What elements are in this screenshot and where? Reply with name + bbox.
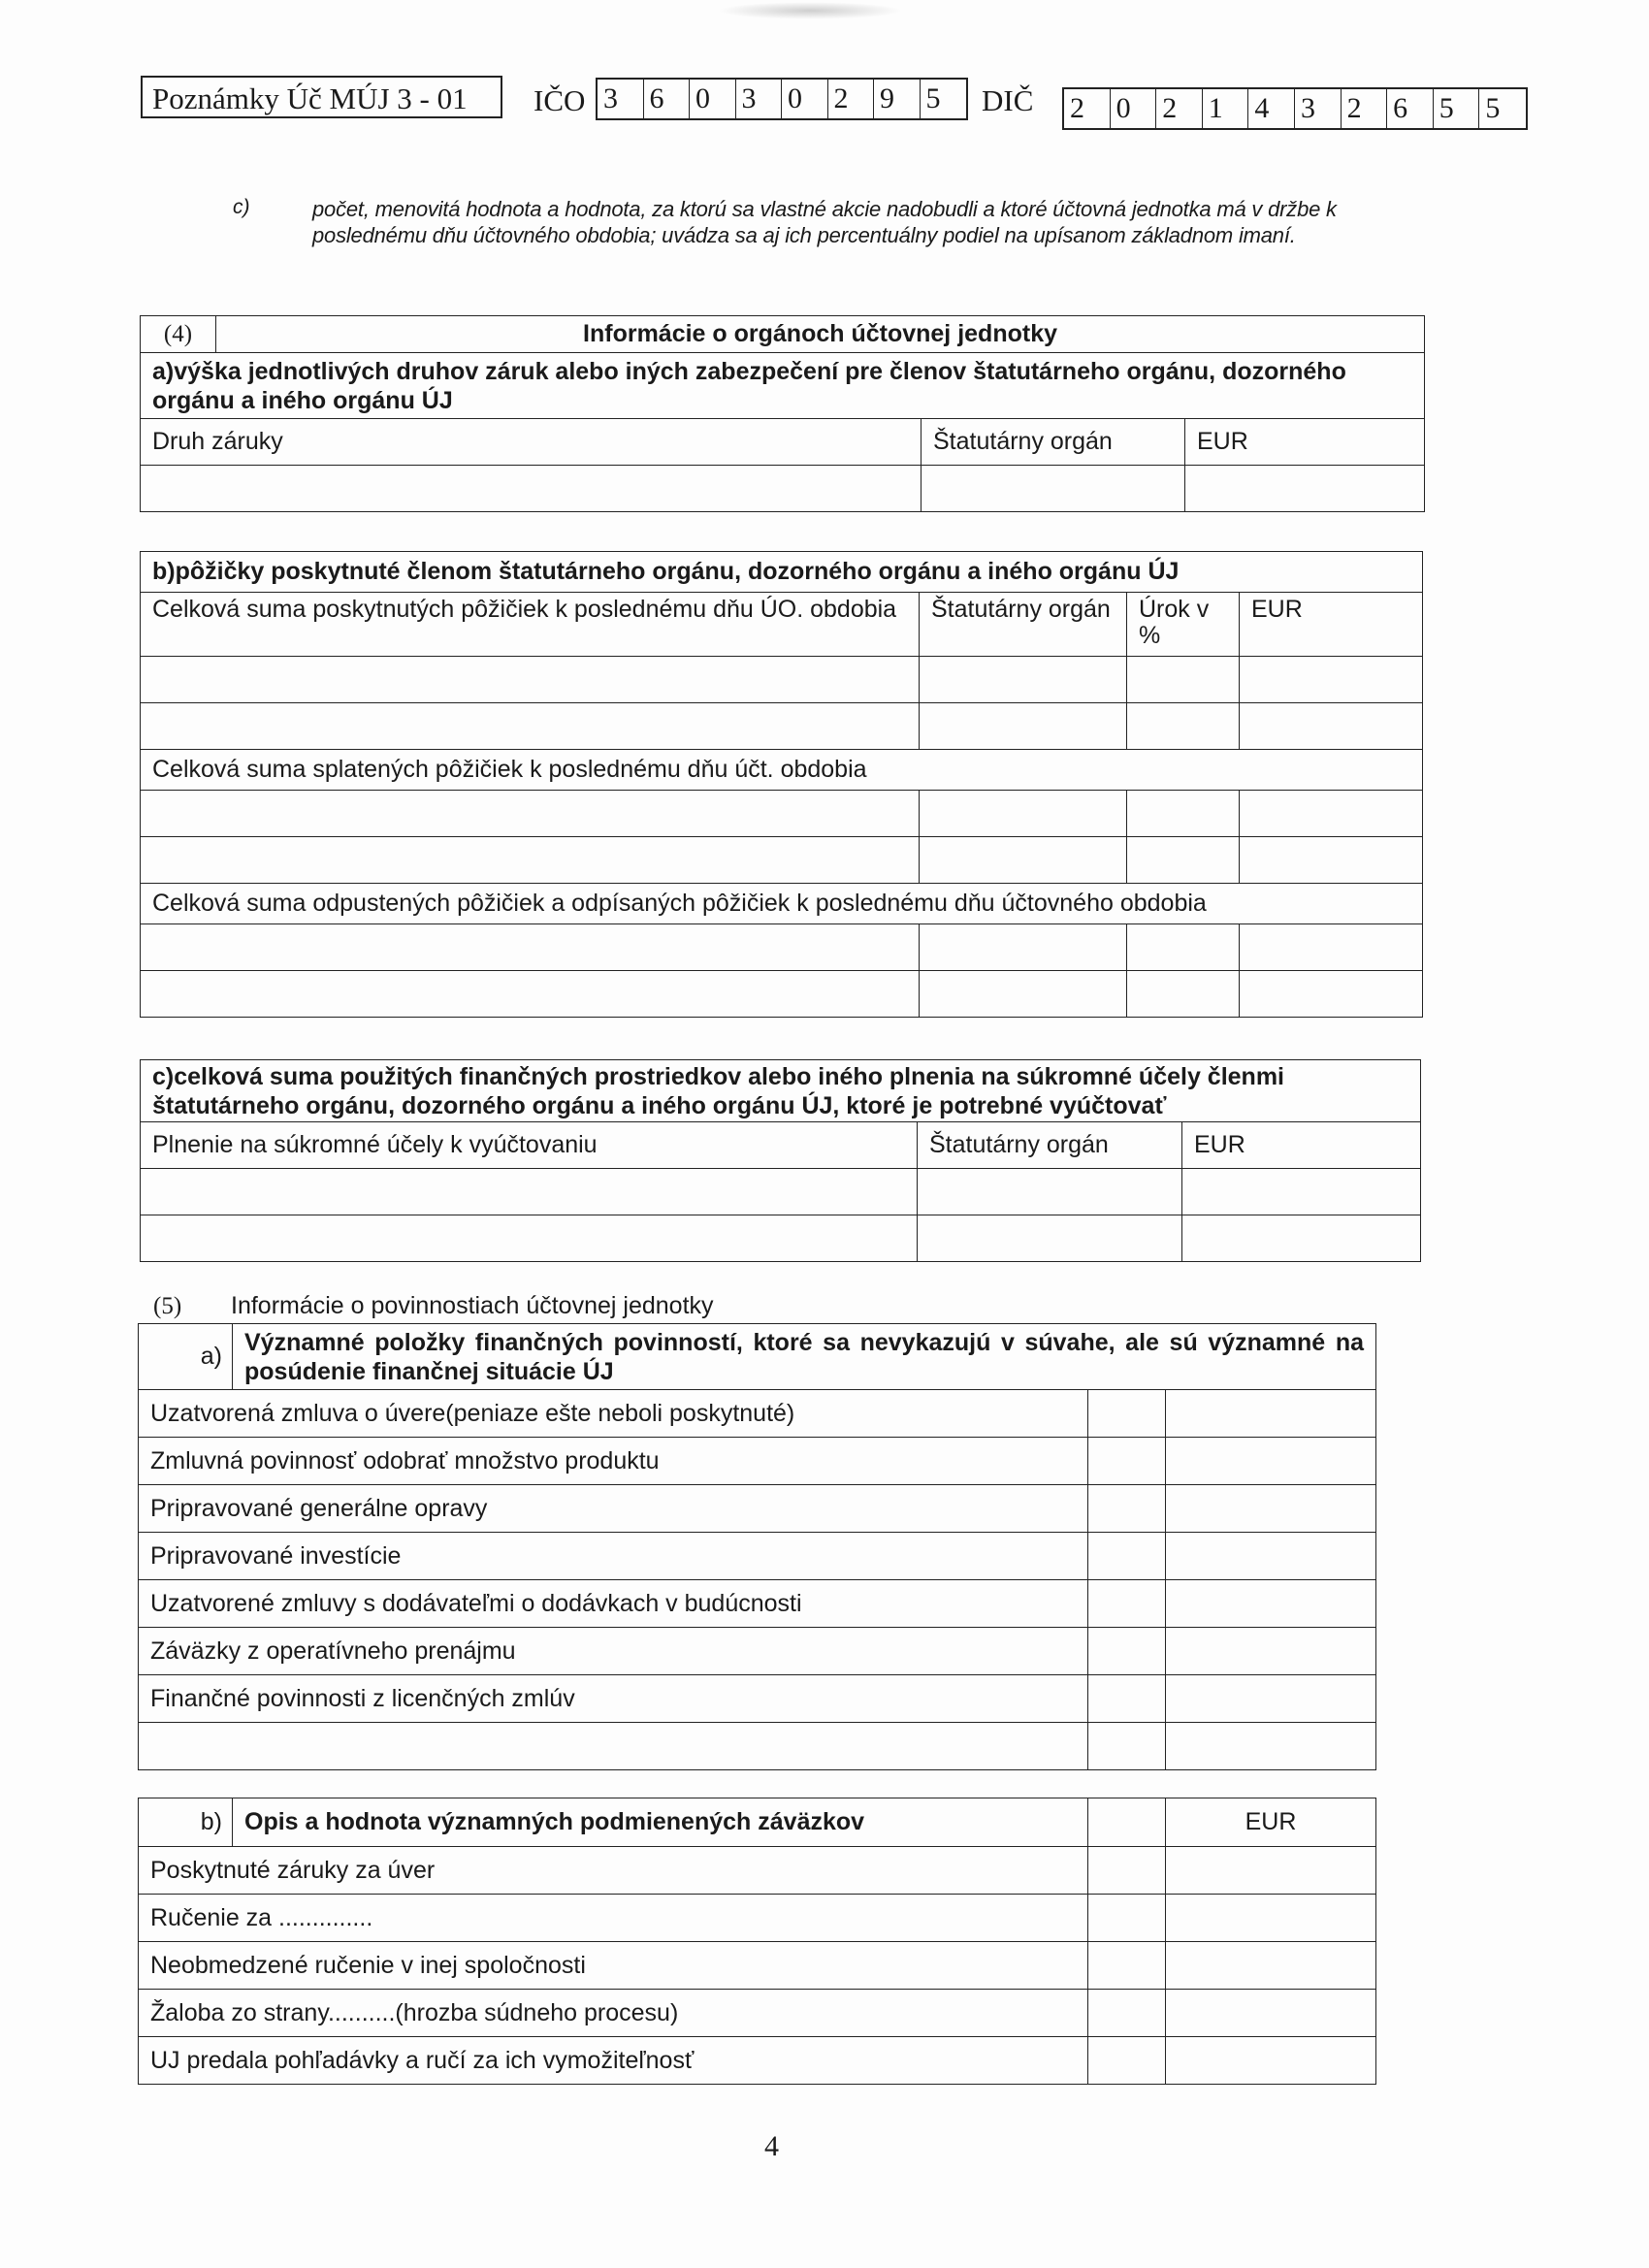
table-row [139, 1628, 1376, 1675]
table-row [139, 1438, 1376, 1485]
section5-a-letter: a) [139, 1324, 233, 1390]
input-eur[interactable] [1166, 1895, 1376, 1942]
input-cell[interactable] [1240, 791, 1423, 837]
input-eur[interactable] [1166, 1390, 1376, 1438]
input-cell[interactable] [1127, 971, 1240, 1018]
input-eur[interactable] [1166, 1847, 1376, 1895]
input-cell[interactable] [1182, 1169, 1421, 1215]
digit-box: 3 [598, 80, 644, 118]
table-row [139, 1580, 1376, 1628]
digit-box: 5 [1485, 92, 1501, 124]
col-interest: Úrok v % [1127, 593, 1240, 657]
section4-c-heading: c)celková suma použitých finančných prostriedkov alebo iného plnenia na súkromné účely členmi štatutárneho orgánu, dozorného orgánu a iného orgánu ÚJ, ktoré je potrebné vyúčtovať [141, 1060, 1421, 1122]
col-statutory-body: Štatutárny orgán [918, 1122, 1182, 1169]
section5-a-table [138, 1323, 1376, 1770]
input-cell[interactable] [920, 837, 1127, 884]
digit-box: 3 [1295, 89, 1342, 128]
col-statutory-body: Štatutárny orgán [922, 419, 1185, 466]
input-cell[interactable] [1127, 924, 1240, 971]
digit-box: 2 [828, 80, 875, 118]
input-cell[interactable] [141, 1169, 918, 1215]
input-cell[interactable] [1088, 1895, 1166, 1942]
input-eur[interactable] [1166, 1580, 1376, 1628]
section4-title: Informácie o orgánoch účtovnej jednotky [216, 316, 1425, 353]
digit-box: 0 [782, 80, 828, 118]
digit-box: 2 [1064, 89, 1111, 128]
obligation-item-label: Zmluvná povinnosť odobrať množstvo produktu [139, 1438, 1088, 1485]
input-cell[interactable] [141, 837, 920, 884]
input-eur[interactable] [1166, 1485, 1376, 1533]
ico-boxes [596, 78, 968, 120]
section5-number: (5) [153, 1293, 182, 1319]
table-row [139, 1847, 1376, 1895]
obligation-item-label: Finančné povinnosti z licenčných zmlúv [139, 1675, 1088, 1723]
section5-b-table [138, 1798, 1376, 2085]
input-eur[interactable] [1166, 1533, 1376, 1580]
input-eur[interactable] [1166, 1942, 1376, 1990]
input-eur[interactable] [1166, 2037, 1376, 2085]
input-cell[interactable] [920, 791, 1127, 837]
digit-box: 1 [1203, 89, 1249, 128]
col-eur: EUR [1182, 1122, 1421, 1169]
input-eur[interactable] [1166, 1675, 1376, 1723]
paragraph-letter: c) [233, 196, 250, 218]
input-cell[interactable] [1088, 1675, 1166, 1723]
input-cell[interactable] [1240, 837, 1423, 884]
input-cell[interactable] [1088, 1628, 1166, 1675]
input-cell[interactable] [1127, 657, 1240, 703]
form-title: Poznámky Úč MÚJ 3 - 01 [141, 76, 502, 118]
section5-heading [153, 1292, 714, 1320]
input-cell[interactable] [141, 703, 920, 750]
input-cell[interactable] [141, 657, 920, 703]
input-statutory-body[interactable] [922, 466, 1185, 512]
obligation-item-label: Uzatvorené zmluvy s dodávateľmi o dodávkach v budúcnosti [139, 1580, 1088, 1628]
input-eur[interactable] [1166, 1628, 1376, 1675]
obligation-item-label [139, 1723, 1088, 1770]
digit-box: 6 [1387, 89, 1434, 128]
input-cell[interactable] [1088, 1942, 1166, 1990]
section5-b-heading: Opis a hodnota významných podmienených záväzkov [233, 1798, 1088, 1847]
table-row [139, 1533, 1376, 1580]
section4-c-table [140, 1059, 1421, 1262]
input-cell[interactable] [1127, 703, 1240, 750]
table-row [139, 1990, 1376, 2037]
digit-box: 2 [1156, 89, 1203, 128]
table-row [139, 2037, 1376, 2085]
input-cell[interactable] [141, 924, 920, 971]
table-row [139, 1942, 1376, 1990]
digit-box: 9 [874, 80, 921, 118]
input-cell[interactable] [1088, 1723, 1166, 1770]
table-row [139, 1723, 1376, 1770]
input-cell[interactable] [920, 657, 1127, 703]
col-guarantee-type: Druh záruky [141, 419, 922, 466]
contingent-liability-label: Poskytnuté záruky za úver [139, 1847, 1088, 1895]
input-cell[interactable] [1240, 924, 1423, 971]
contingent-liability-label: UJ predala pohľadávky a ručí za ich vymožiteľnosť [139, 2037, 1088, 2085]
section4-a-heading: a)výška jednotlivých druhov záruk alebo iných zabezpečení pre členov štatutárneho orgánu, dozorného orgánu a iného orgánu ÚJ [141, 353, 1425, 419]
digit-box: 4 [1248, 89, 1295, 128]
digit-box: 6 [644, 80, 691, 118]
dic-label: DIČ [982, 83, 1034, 117]
input-cell[interactable] [1088, 1580, 1166, 1628]
forgiven-loans-label: Celková suma odpustených pôžičiek a odpísaných pôžičiek k poslednému dňu účtovného obdobia [141, 884, 1423, 924]
obligation-item-label: Záväzky z operatívneho prenájmu [139, 1628, 1088, 1675]
input-cell[interactable] [1240, 657, 1423, 703]
col-eur: EUR [1185, 419, 1425, 466]
input-cell[interactable] [1127, 837, 1240, 884]
section4-b-heading: b)pôžičky poskytnuté členom štatutárneho orgánu, dozorného orgánu a iného orgánu ÚJ [141, 552, 1423, 593]
digit-box: 5 [925, 82, 941, 114]
contingent-liability-label: Ručenie za .............. [139, 1895, 1088, 1942]
contingent-liability-label: Žaloba zo strany..........(hrozba súdneho procesu) [139, 1990, 1088, 2037]
input-cell[interactable] [1240, 703, 1423, 750]
input-eur[interactable] [1166, 1438, 1376, 1485]
page-number: 4 [764, 2130, 779, 2162]
section4-a-table [140, 315, 1425, 512]
digit-box: 0 [690, 80, 736, 118]
input-cell[interactable] [920, 924, 1127, 971]
input-cell[interactable] [141, 1215, 918, 1262]
input-cell[interactable] [141, 971, 920, 1018]
header-empty-cell [1088, 1798, 1166, 1847]
table-row [139, 1895, 1376, 1942]
repaid-loans-label: Celková suma splatených pôžičiek k poslednému dňu účt. obdobia [141, 750, 1423, 791]
input-cell[interactable] [1088, 1390, 1166, 1438]
col-private-use: Plnenie na súkromné účely k vyúčtovaniu [141, 1122, 918, 1169]
obligation-item-label: Uzatvorená zmluva o úvere(peniaze ešte neboli poskytnuté) [139, 1390, 1088, 1438]
input-eur[interactable] [1166, 1990, 1376, 2037]
col-loans-provided: Celková suma poskytnutých pôžičiek k poslednému dňu ÚO. obdobia [141, 593, 920, 657]
col-eur: EUR [1166, 1798, 1376, 1847]
input-cell[interactable] [918, 1169, 1182, 1215]
input-cell[interactable] [1088, 2037, 1166, 2085]
obligation-item-label: Pripravované investície [139, 1533, 1088, 1580]
section5-a-heading: Významné položky finančných povinností, ktoré sa nevykazujú v súvahe, ale sú významné na posúdenie finančnej situácie ÚJ [233, 1324, 1376, 1390]
dic-boxes [1062, 87, 1528, 130]
col-statutory-body: Štatutárny orgán [920, 593, 1127, 657]
section4-b-table [140, 551, 1423, 1018]
input-cell[interactable] [1127, 791, 1240, 837]
obligation-item-label: Pripravované generálne opravy [139, 1485, 1088, 1533]
table-row [139, 1390, 1376, 1438]
input-cell[interactable] [1088, 1990, 1166, 2037]
input-cell[interactable] [920, 971, 1127, 1018]
input-cell[interactable] [1088, 1847, 1166, 1895]
input-cell[interactable] [1088, 1485, 1166, 1533]
digit-box: 2 [1342, 89, 1388, 128]
col-eur: EUR [1240, 593, 1423, 657]
input-cell[interactable] [1088, 1438, 1166, 1485]
section5-b-letter: b) [139, 1798, 233, 1847]
input-eur[interactable] [1166, 1723, 1376, 1770]
input-cell[interactable] [918, 1215, 1182, 1262]
section4-number: (4) [141, 316, 216, 353]
input-cell[interactable] [1182, 1215, 1421, 1262]
digit-box: 3 [736, 80, 783, 118]
input-cell[interactable] [1088, 1533, 1166, 1580]
section5-title: Informácie o povinnostiach účtovnej jednotky [231, 1292, 714, 1319]
digit-box: 0 [1111, 89, 1157, 128]
paragraph-text: počet, menovitá hodnota a hodnota, za ktorú sa vlastné akcie nadobudli a ktoré účtovná jednotka má v držbe k poslednému dňu účtovného obdobia; uvádza sa aj ich percentuálny podiel na upísanom základnom imaní. [312, 197, 1337, 247]
scan-artifact [718, 2, 902, 19]
input-eur[interactable] [1185, 466, 1425, 512]
table-row [139, 1675, 1376, 1723]
ico-label: IČO [534, 83, 586, 117]
input-cell[interactable] [141, 791, 920, 837]
input-cell[interactable] [920, 703, 1127, 750]
digit-box: 5 [1434, 89, 1480, 128]
input-cell[interactable] [1240, 971, 1423, 1018]
contingent-liability-label: Neobmedzené ručenie v inej spoločnosti [139, 1942, 1088, 1990]
table-row [139, 1485, 1376, 1533]
input-guarantee-type[interactable] [141, 466, 922, 512]
